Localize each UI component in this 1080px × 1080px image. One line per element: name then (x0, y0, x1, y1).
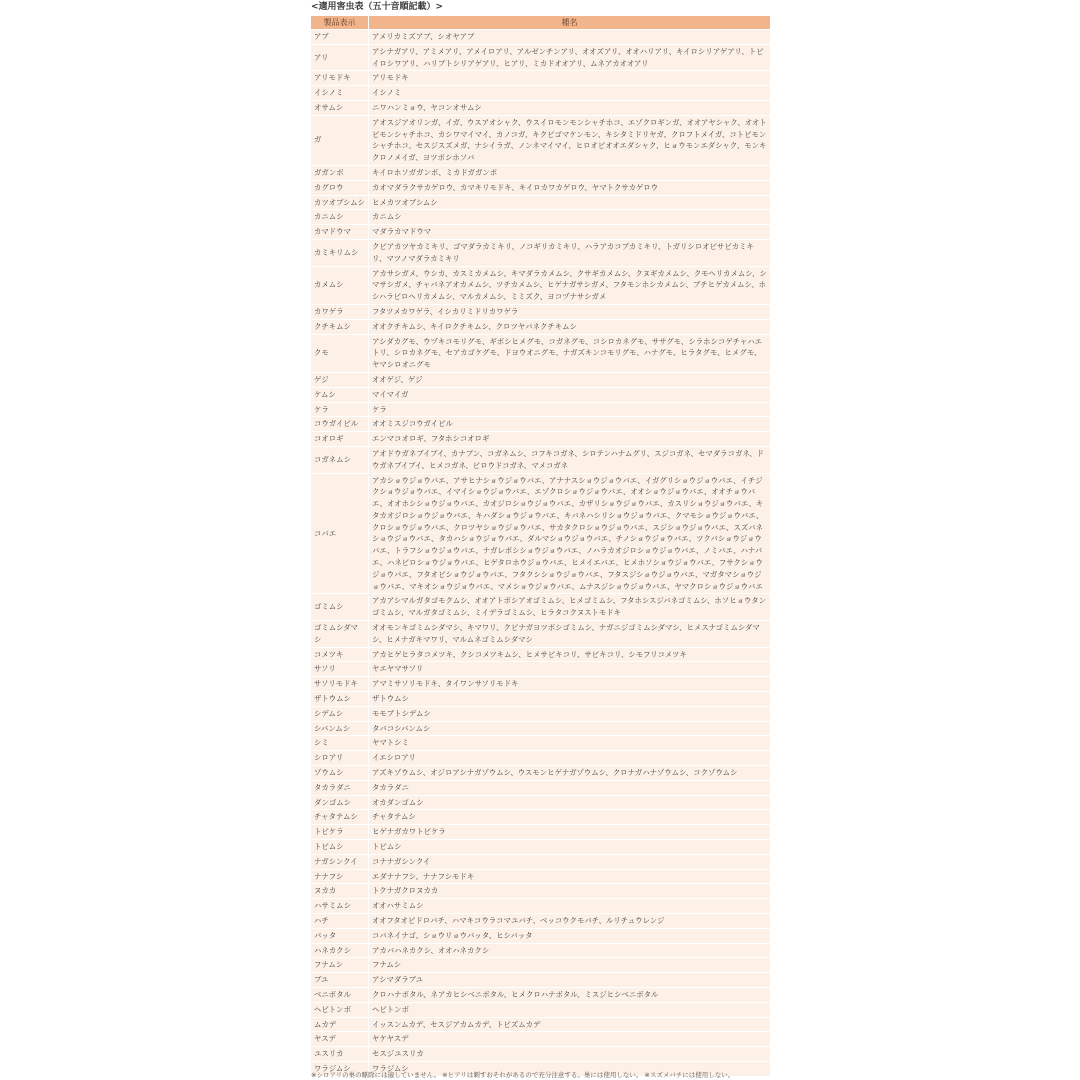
category-cell: クチキムシ (311, 319, 369, 334)
table-row (311, 736, 771, 751)
category-cell: コバエ (311, 473, 369, 594)
table-row (311, 914, 771, 929)
table-row (311, 825, 771, 840)
category-cell: ムカデ (311, 1017, 369, 1032)
category-cell: ゾウムシ (311, 766, 369, 781)
table-row (311, 44, 771, 71)
category-cell: タカラダニ (311, 780, 369, 795)
table-row (311, 180, 771, 195)
category-cell: カマドウマ (311, 225, 369, 240)
table-row (311, 1047, 771, 1062)
table-row (311, 417, 771, 432)
category-cell: カニムシ (311, 210, 369, 225)
species-cell: アズキゾウムシ、オジロアシナガゾウムシ、ウスモンヒゲナガゾウムシ、クロナガハナゾウムシ、コクゾウムシ (369, 766, 771, 781)
table-row (311, 86, 771, 101)
table-row (311, 71, 771, 86)
category-cell: ブユ (311, 973, 369, 988)
category-cell: サソリ (311, 662, 369, 677)
table-row (311, 647, 771, 662)
category-cell: ハネカクシ (311, 943, 369, 958)
table-row (311, 621, 771, 648)
table-row (311, 928, 771, 943)
category-cell: コガネムシ (311, 446, 369, 473)
category-cell: アリ (311, 44, 369, 71)
category-cell: ガガンボ (311, 165, 369, 180)
species-cell: ヒメカツオブシムシ (369, 195, 771, 210)
species-cell: ケラ (369, 402, 771, 417)
species-cell: アシダカグモ、ウヅキコモリグモ、ギボシヒメグモ、コガネグモ、コシロカネグモ、ササグモ、シラホシコゲチャハエトリ、シロカネグモ、セアカゴケグモ、ドヨウオニグモ、ナガズキンコモリグモ、ハナグモ、ヒラタグモ、ヒメグモ、ヤマシロオニグモ (369, 334, 771, 372)
species-cell: ザトウムシ (369, 692, 771, 707)
category-cell: ハチ (311, 914, 369, 929)
table-row (311, 780, 771, 795)
species-cell: コナナガシンクイ (369, 854, 771, 869)
category-cell: シミ (311, 736, 369, 751)
table-row (311, 372, 771, 387)
category-cell: シバンムシ (311, 721, 369, 736)
table-row (311, 766, 771, 781)
species-cell: オオゲジ、ゲジ (369, 372, 771, 387)
species-cell: モモブトシデムシ (369, 706, 771, 721)
table-row (311, 840, 771, 855)
category-cell: ワラジムシ (311, 1061, 369, 1076)
category-cell: ハサミムシ (311, 899, 369, 914)
species-cell: ヘビトンボ (369, 1002, 771, 1017)
table-row (311, 899, 771, 914)
species-cell: アオスジアオリンガ、イガ、ウスアオシャク、ウスイロモンモンシャチホコ、エゾクロギンガ、オオアヤシャク、オオトビモンシャチホコ、カシワマイマイ、カノコガ、キクビゴマケンモン、キシタミドリヤガ、クロフトメイガ、コトビモンシャチホコ、セスジスズメガ、ナシイラガ、ノンネマイマイ、ヒロオビオオエダシャク、ヒョウモンエダシャク、モンキクロノメイガ、ヨツボシホソバ (369, 115, 771, 165)
table-row (311, 795, 771, 810)
category-cell: ベニボタル (311, 987, 369, 1002)
table-row (311, 432, 771, 447)
species-cell: アシマダラブユ (369, 973, 771, 988)
category-cell: カワゲラ (311, 304, 369, 319)
species-cell: カニムシ (369, 210, 771, 225)
species-cell: エンマコオロギ、フタホシコオロギ (369, 432, 771, 447)
species-cell: コバネイナゴ、ショウリョウバッタ、ヒシバッタ (369, 928, 771, 943)
species-cell: クビアカツヤカミキリ、ゴマダラカミキリ、ノコギリカミキリ、ハラアカコブカミキリ、トガリシロオビサビカミキリ、マツノマダラカミキリ (369, 239, 771, 266)
category-cell: ケムシ (311, 387, 369, 402)
table-row (311, 100, 771, 115)
category-cell: トビムシ (311, 840, 369, 855)
species-cell: タバコシバンムシ (369, 721, 771, 736)
pest-table (310, 15, 771, 1077)
species-cell: オカダンゴムシ (369, 795, 771, 810)
category-cell: カメムシ (311, 266, 369, 304)
table-row (311, 30, 771, 45)
table-row (311, 1002, 771, 1017)
page-title: <適用害虫表（五十音順記載）> (311, 2, 444, 12)
table-row (311, 854, 771, 869)
species-cell: ヒゲナガカワトビケラ (369, 825, 771, 840)
category-cell: カミキリムシ (311, 239, 369, 266)
table-row (311, 751, 771, 766)
category-cell: カツオブシムシ (311, 195, 369, 210)
table-row (311, 810, 771, 825)
table-row (311, 677, 771, 692)
species-cell: オオフタオビドロバチ、ハマキコウラコマユバチ、ベッコウクモバチ、ルリチュウレンジ (369, 914, 771, 929)
category-cell: コウガイビル (311, 417, 369, 432)
species-cell: フナムシ (369, 958, 771, 973)
species-cell: アカショウジョウバエ、アサヒナショウジョウバエ、アナナスショウジョウバエ、イガグリショウジョウバエ、イチジクショウジョウバエ、イマイショウジョウバエ、エゾクロショウジョウバエ、オオショウジョウバエ、オオチョウバエ、オオホシショウジョウバエ、カオジロショウジョウバエ、カザリショウジョウバエ、カスリショウジョウバエ、キタカオジロショウジョウバエ、キハダショウジョウバエ、キバネハシリショウジョウバエ、クマモショウジョウバエ、クロショウジョウバエ、クロツヤショウジョウバエ、サカタクロショウジョウバエ、スジショウジョウバエ、スズバネショウジョウバエ、タカハショウジョウバエ、ダルマショウジョウバエ、チノショウジョウバエ、ツクバショウジョウバエ、トラフショウジョウバエ、ナガレボシショウジョウバエ、ノハラカオジロショウジョウバエ、ノミバエ、ハナバエ、ハネビロショウジョウバエ、ヒゲタロホウジョウバエ、ヒメイエバエ、ヒメホソショウジョウバエ、フサクショウジョウバエ、フタオビショウジョウバエ、フタクシショウジョウバエ、フタスジショウジョウバエ、マガタマショウジョウバエ、マキオショウジョウバエ、マメショウジョウバエ、ムナスジショウジョウバエ、ヤマクロショウジョウバエ (369, 473, 771, 594)
category-cell: オサムシ (311, 100, 369, 115)
column-header-species: 種名 (369, 16, 771, 30)
species-cell: ワラジムシ (369, 1061, 771, 1076)
table-row (311, 973, 771, 988)
species-cell: オオハサミムシ (369, 899, 771, 914)
species-cell: アシナガアリ、アミメアリ、アメイロアリ、アルゼンチンアリ、オオズアリ、オオハリアリ、キイロシリアゲアリ、トビイロシワアリ、ハリブトシリアゲアリ、ヒアリ、ミカドオオアリ、ムネアカオオアリ (369, 44, 771, 71)
category-cell: トビケラ (311, 825, 369, 840)
species-cell: イシノミ (369, 86, 771, 101)
species-cell: イエシロアリ (369, 751, 771, 766)
category-cell: シロアリ (311, 751, 369, 766)
species-cell: マイマイガ (369, 387, 771, 402)
table-row (311, 706, 771, 721)
category-cell: ゴミムシ (311, 594, 369, 621)
table-row (311, 225, 771, 240)
species-cell: アメリカミズアブ、シオヤアブ (369, 30, 771, 45)
category-cell: ザトウムシ (311, 692, 369, 707)
table-row (311, 662, 771, 677)
table-row (311, 692, 771, 707)
species-cell: アマミサソリモドキ、タイワンサソリモドキ (369, 677, 771, 692)
table-row (311, 1017, 771, 1032)
table-row (311, 210, 771, 225)
table-row (311, 195, 771, 210)
category-cell: ダンゴムシ (311, 795, 369, 810)
table-row (311, 387, 771, 402)
species-cell: アカサシガメ、ウシカ、カスミカメムシ、キマダラカメムシ、クサギカメムシ、クヌギカメムシ、クモヘリカメムシ、シマサシガメ、チャバネアオカメムシ、ツチカメムシ、ヒゲナガサシガメ、フタモンホシカメムシ、ブチヒゲカメムシ、ホシハラビロヘリカメムシ、マルカメムシ、ミミズク、ヨコヅナサシガメ (369, 266, 771, 304)
column-header-category: 製品表示 (311, 16, 369, 30)
category-cell: アリモドキ (311, 71, 369, 86)
category-cell: コメツキ (311, 647, 369, 662)
species-cell: オオクチキムシ、キイロクチキムシ、クロツヤバネクチキムシ (369, 319, 771, 334)
category-cell: ヤスデ (311, 1032, 369, 1047)
table-body (311, 30, 771, 1077)
species-cell: アオドウガネブイブイ、カナブン、コガネムシ、コフキコガネ、シロテンハナムグリ、スジコガネ、セマダラコガネ、ドウガネブイブイ、ヒメコガネ、ビロウドコガネ、マメコガネ (369, 446, 771, 473)
species-cell: キイロホソガガンボ、ミカドガガンボ (369, 165, 771, 180)
category-cell: ナガシンクイ (311, 854, 369, 869)
category-cell: ガ (311, 115, 369, 165)
table-row (311, 334, 771, 372)
category-cell: バッタ (311, 928, 369, 943)
species-cell: オオモンキゴミムシダマシ、キマワリ、クビナガヨツボシゴミムシ、ナガニジゴミムシダマシ、ヒメスナゴミムシダマシ、ヒメナガキマワリ、マルムネゴミムシダマシ (369, 621, 771, 648)
species-cell: ヤケヤスデ (369, 1032, 771, 1047)
category-cell: クモ (311, 334, 369, 372)
species-cell: フタツメカワゲラ、イシカリミドリカワゲラ (369, 304, 771, 319)
table-row (311, 319, 771, 334)
species-cell: ヤエヤマサソリ (369, 662, 771, 677)
category-cell: チャタテムシ (311, 810, 369, 825)
species-cell: イッスンムカデ、セスジアカムカデ、トビズムカデ (369, 1017, 771, 1032)
table-row (311, 1032, 771, 1047)
category-cell: カグロウ (311, 180, 369, 195)
category-cell: アブ (311, 30, 369, 45)
species-cell: ニワハンミョウ、ヤコンオサムシ (369, 100, 771, 115)
category-cell: ヘビトンボ (311, 1002, 369, 1017)
species-cell: タカラダニ (369, 780, 771, 795)
species-cell: トクナガクロヌカカ (369, 884, 771, 899)
category-cell: ナナフシ (311, 869, 369, 884)
footnote: ※シロアリの巣の駆除には適していません。 ※ヒアリは刺すおそれがあるので充分注意する。巣には使用しない。 ※スズメバチには使用しない。 (311, 1071, 735, 1079)
category-cell: コオロギ (311, 432, 369, 447)
category-cell: ゲジ (311, 372, 369, 387)
species-cell: クロハナボタル、ネアカヒシベニボタル、ヒメクロハナボタル、ミスジヒシベニボタル (369, 987, 771, 1002)
table-row (311, 594, 771, 621)
species-cell: トビムシ (369, 840, 771, 855)
table-row (311, 266, 771, 304)
category-cell: フナムシ (311, 958, 369, 973)
category-cell: ケラ (311, 402, 369, 417)
table-header-row (311, 16, 771, 30)
table-row (311, 943, 771, 958)
table-row (311, 958, 771, 973)
table-row (311, 446, 771, 473)
species-cell: アカアシマルガタゴモクムシ、オオアトボシアオゴミムシ、ヒメゴミムシ、フタホシスジバネゴミムシ、ホソヒョウタンゴミムシ、マルガタゴミムシ、ミイデラゴミムシ、ヒラタコクヌストモドキ (369, 594, 771, 621)
category-cell: イシノミ (311, 86, 369, 101)
species-cell: アカバハネカクシ、オオハネカクシ (369, 943, 771, 958)
species-cell: ヤマトシミ (369, 736, 771, 751)
category-cell: ヌカカ (311, 884, 369, 899)
category-cell: ユスリカ (311, 1047, 369, 1062)
species-cell: チャタテムシ (369, 810, 771, 825)
table-row (311, 304, 771, 319)
species-cell: アリモドキ (369, 71, 771, 86)
category-cell: シデムシ (311, 706, 369, 721)
category-cell: ゴミムシダマシ (311, 621, 369, 648)
species-cell: アカヒゲヒラタコメツキ、クシコメツキムシ、ヒメサビキコリ、サビキコリ、シモフリコメツキ (369, 647, 771, 662)
table-row (311, 115, 771, 165)
table-row (311, 402, 771, 417)
table-row (311, 884, 771, 899)
species-cell: カオマダラクサカゲロウ、カマキリモドキ、キイロカワカゲロウ、ヤマトクサカゲロウ (369, 180, 771, 195)
species-cell: オオミスジコウガイビル (369, 417, 771, 432)
species-cell: マダラカマドウマ (369, 225, 771, 240)
table-row (311, 721, 771, 736)
category-cell: サソリモドキ (311, 677, 369, 692)
table-row (311, 987, 771, 1002)
table-row (311, 165, 771, 180)
table-row (311, 239, 771, 266)
species-cell: セスジユスリカ (369, 1047, 771, 1062)
table-row (311, 869, 771, 884)
table-row (311, 473, 771, 594)
species-cell: エダナナフシ、ナナフシモドキ (369, 869, 771, 884)
